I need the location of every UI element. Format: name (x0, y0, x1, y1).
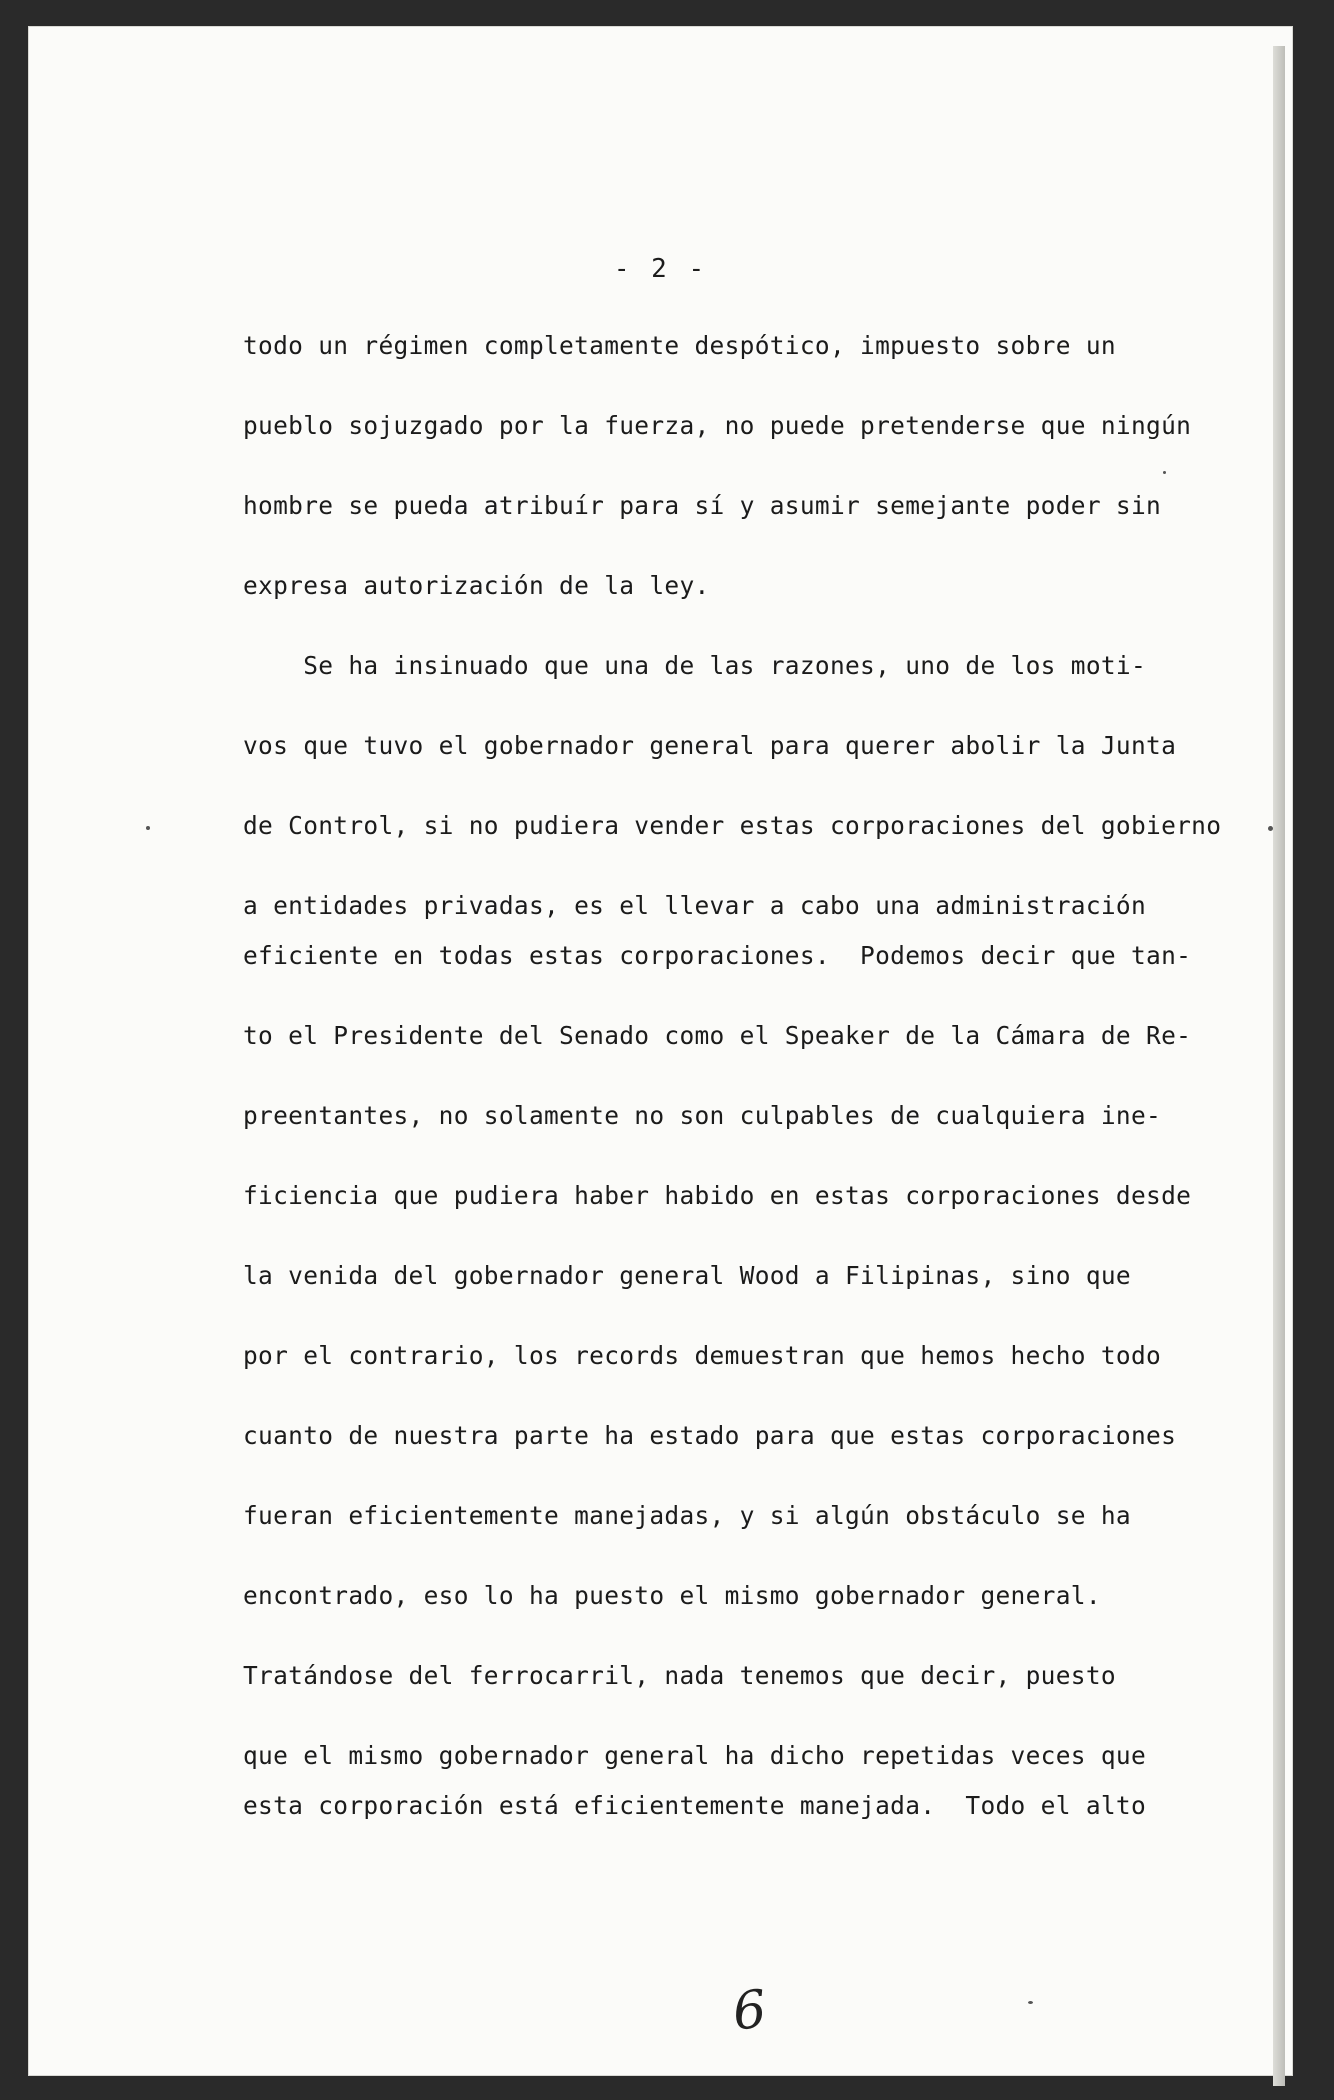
text-line-19: que el mismo gobernador general ha dicho repetidas veces que (243, 1741, 1147, 1770)
text-line-18: Tratándose del ferrocarril, nada tenemos que decir, puesto (243, 1661, 1116, 1690)
ink-speck (146, 826, 150, 830)
text-line-6: vos que tuvo el gobernador general para querer abolir la Junta (243, 731, 1177, 760)
document-page (28, 26, 1293, 2076)
text-line-12: ficiencia que pudiera haber habido en estas corporaciones desde (243, 1181, 1192, 1210)
text-line-14: por el contrario, los records demuestran que hemos hecho todo (243, 1341, 1162, 1370)
text-line-1: todo un régimen completamente despótico, impuesto sobre un (243, 331, 1116, 360)
ink-speck (1028, 2001, 1033, 2004)
ink-speck (1163, 471, 1166, 474)
text-line-4: expresa autorización de la ley. (243, 571, 710, 600)
text-line-2: pueblo sojuzgado por la fuerza, no puede pretenderse que ningún (243, 411, 1192, 440)
text-line-7: de Control, si no pudiera vender estas corporaciones del gobierno (243, 811, 1222, 840)
text-line-10: to el Presidente del Senado como el Speaker de la Cámara de Re- (243, 1021, 1192, 1050)
ink-speck (1268, 826, 1273, 831)
text-line-11: preentantes, no solamente no son culpables de cualquiera ine- (243, 1101, 1162, 1130)
text-line-16: fueran eficientemente manejadas, y si algún obstáculo se ha (243, 1501, 1131, 1530)
page-number: - 2 - (613, 254, 708, 284)
text-line-13: la venida del gobernador general Wood a Filipinas, sino que (243, 1261, 1131, 1290)
text-line-9: eficiente en todas estas corporaciones. Podemos decir que tan- (243, 941, 1192, 970)
text-line-5: Se ha insinuado que una de las razones, uno de los moti- (243, 651, 1147, 680)
typed-body-text (243, 326, 1283, 1866)
text-line-20: esta corporación está eficientemente manejada. Todo el alto (243, 1791, 1147, 1820)
text-line-15: cuanto de nuestra parte ha estado para que estas corporaciones (243, 1421, 1177, 1450)
handwritten-page-mark: 6 (729, 1979, 770, 2043)
text-line-17: encontrado, eso lo ha puesto el mismo gobernador general. (243, 1581, 1101, 1610)
text-line-8: a entidades privadas, es el llevar a cabo una administración (243, 891, 1147, 920)
text-line-3: hombre se pueda atribuír para sí y asumir semejante poder sin (243, 491, 1162, 520)
